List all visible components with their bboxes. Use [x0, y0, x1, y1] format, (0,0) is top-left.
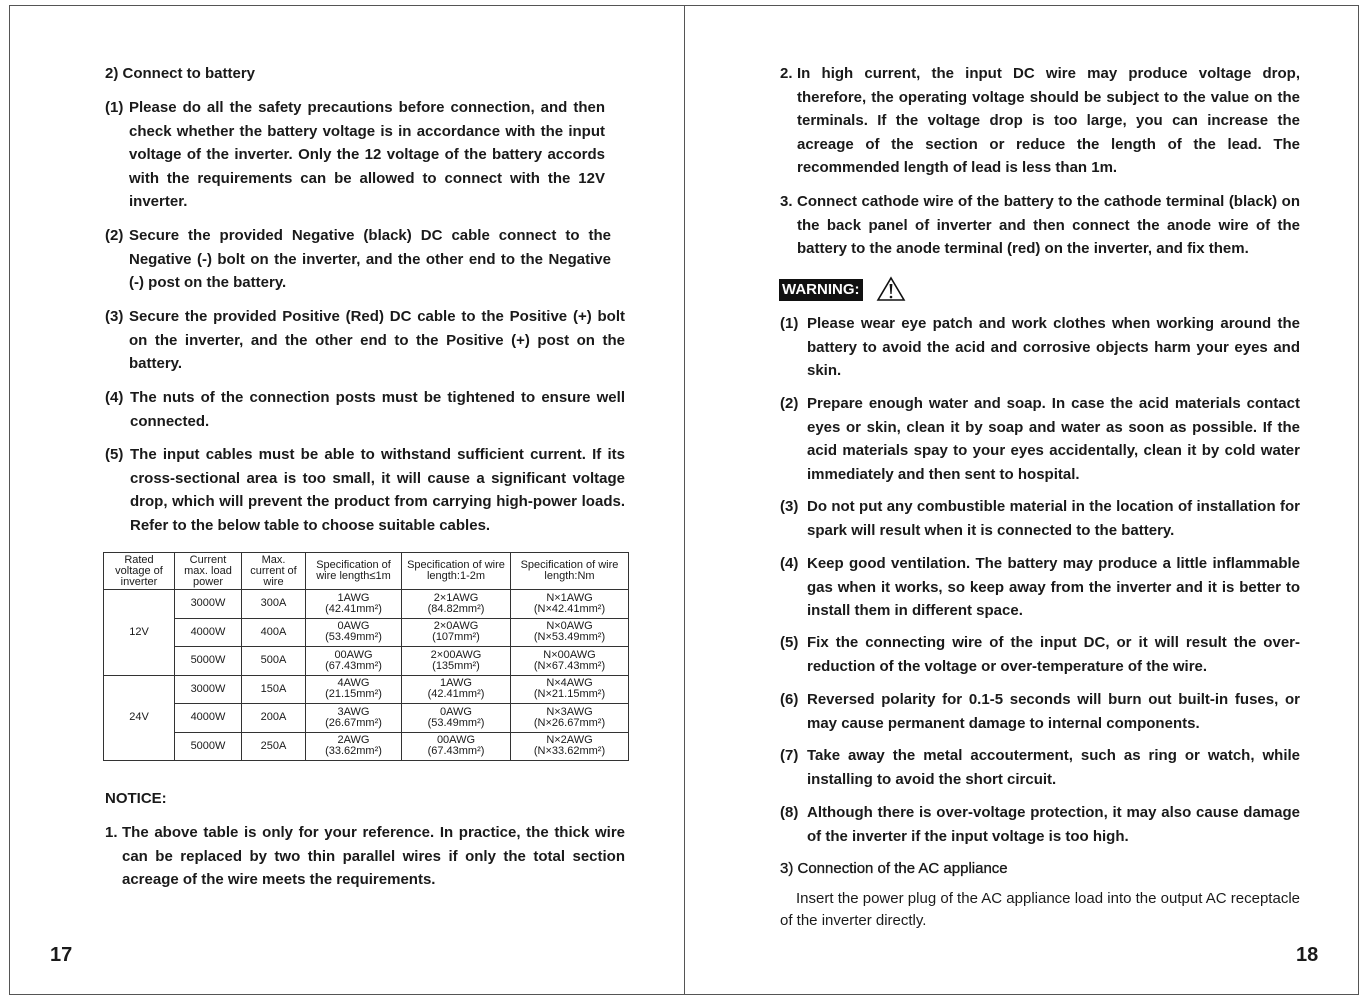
spec-cell: 4AWG (21.15mm²): [306, 675, 402, 704]
warning-item: [780, 688, 1300, 735]
list-item: [105, 305, 625, 376]
item-number: 2.: [780, 65, 793, 82]
item-text: Reversed polarity for 0.1-5 seconds will burn out built-in fuses, or may cause permanent damage to internal components.: [807, 691, 1300, 732]
power-cell: 3000W: [175, 590, 242, 619]
power-cell: 3000W: [175, 675, 242, 704]
item-number: (5): [105, 446, 124, 463]
table-row: [104, 704, 629, 733]
item-text: Secure the provided Negative (black) DC cable connect to the Negative (-) bolt on the inverter, and the other end to the Negative (-) post on the battery.: [129, 227, 611, 291]
spec-cell: 2×0AWG (107mm²): [402, 618, 511, 647]
spec-cell: N×1AWG (N×42.41mm²): [511, 590, 629, 619]
spec-cell: 0AWG (53.49mm²): [306, 618, 402, 647]
item-number: (1): [105, 99, 124, 116]
header-cell: Rated voltage of inverter: [104, 553, 175, 590]
header-cell: Specification of wire length:Nm: [511, 553, 629, 590]
item-number: (3): [105, 308, 124, 325]
current-cell: 200A: [242, 704, 306, 733]
warning-item: [780, 392, 1300, 486]
voltage-cell: 24V: [104, 675, 175, 761]
list-item: [105, 443, 625, 537]
voltage-cell: 12V: [104, 590, 175, 676]
item-number: (4): [105, 389, 124, 406]
warning-triangle-icon: [876, 276, 906, 302]
section-heading-connect-battery: 2) Connect to battery: [105, 65, 256, 82]
page-number-right: 18: [1296, 944, 1319, 966]
item-number: 1.: [105, 824, 118, 841]
current-cell: 150A: [242, 675, 306, 704]
item-number: 3.: [780, 193, 793, 210]
item-number: (5): [780, 634, 799, 651]
current-cell: 400A: [242, 618, 306, 647]
table-row: [104, 647, 629, 676]
list-item: [105, 96, 605, 214]
table-row: [104, 590, 629, 619]
power-cell: 4000W: [175, 704, 242, 733]
spec-cell: 2AWG (33.62mm²): [306, 732, 402, 761]
current-cell: 250A: [242, 732, 306, 761]
item-text: The above table is only for your reference. In practice, the thick wire can be replaced by two thin parallel wires if only the total section acreage of the wire meets the requirements.: [122, 824, 625, 888]
header-cell: Max. current of wire: [242, 553, 306, 590]
header-cell: Current max. load power: [175, 553, 242, 590]
item-text: Although there is over-voltage protection, it may also cause damage of the inverter if the input voltage is too high.: [807, 804, 1300, 845]
item-number: (3): [780, 498, 799, 515]
power-cell: 4000W: [175, 618, 242, 647]
item-text: Connect cathode wire of the battery to the cathode terminal (black) on the back panel of inverter and then connect the anode wire of the battery to the anode terminal (red) on the inverter, and fix them.: [797, 193, 1300, 257]
item-text: Do not put any combustible material in the location of installation for spark will result when it is connected to the battery.: [807, 498, 1300, 539]
item-text: The input cables must be able to withstand sufficient current. If its cross-sectional area is too small, it will cause a significant voltage drop, which will prevent the product from carrying high-power loads. Refer to the below table to choose suitable cables.: [130, 446, 625, 534]
item-number: (2): [780, 395, 799, 412]
spec-cell: 1AWG (42.41mm²): [402, 675, 511, 704]
warning-item: [780, 552, 1300, 623]
item-text: Fix the connecting wire of the input DC, or it will result the over-reduction of the voltage or over-temperature of the wire.: [807, 634, 1300, 675]
table-row: [104, 675, 629, 704]
list-item: [105, 386, 625, 433]
item-number: (4): [780, 555, 799, 572]
warning-item: [780, 312, 1300, 383]
item-text: Secure the provided Positive (Red) DC cable to the Positive (+) bolt on the inverter, and the other end to the Positive (+) post on the battery.: [129, 308, 625, 372]
list-item: [780, 190, 1300, 261]
list-item: [105, 224, 611, 295]
table-header-row: [104, 553, 629, 590]
notice-item: [105, 821, 625, 892]
warning-item: [780, 631, 1300, 678]
spec-cell: N×2AWG (N×33.62mm²): [511, 732, 629, 761]
item-text: Take away the metal accouterment, such as ring or watch, while installing to avoid the short circuit.: [807, 747, 1300, 788]
header-cell: Specification of wire length≤1m: [306, 553, 402, 590]
page-number-left: 17: [50, 944, 73, 966]
spec-cell: 1AWG (42.41mm²): [306, 590, 402, 619]
spec-cell: N×0AWG (N×53.49mm²): [511, 618, 629, 647]
warning-item: [780, 495, 1300, 542]
item-number: (7): [780, 747, 799, 764]
page-divider: [684, 5, 685, 995]
section-heading-ac-appliance: 3) Connection of the AC appliance: [780, 860, 1008, 877]
ac-connection-text: Insert the power plug of the AC appliance load into the output AC receptacle of the inverter directly.: [780, 890, 1300, 929]
item-text: Keep good ventilation. The battery may produce a little inflammable gas when it works, so keep away from the inverter and it is better to install them in different space.: [807, 555, 1300, 619]
item-number: (1): [780, 315, 799, 332]
item-text: Prepare enough water and soap. In case the acid materials contact eyes or skin, clean it by soap and water as soon as possible. If the acid materials spay to your eyes accidentally, clean it by cold water immediately and then sent to hospital.: [807, 395, 1300, 483]
notice-heading: NOTICE:: [105, 790, 167, 807]
item-number: (2): [105, 227, 124, 244]
power-cell: 5000W: [175, 647, 242, 676]
item-number: (6): [780, 691, 799, 708]
spec-cell: 2×1AWG (84.82mm²): [402, 590, 511, 619]
spec-cell: 0AWG (53.49mm²): [402, 704, 511, 733]
item-text: The nuts of the connection posts must be tightened to ensure well connected.: [130, 389, 625, 430]
spec-cell: 00AWG (67.43mm²): [402, 732, 511, 761]
item-text: Please wear eye patch and work clothes when working around the battery to avoid the acid and corrosive objects harm your eyes and skin.: [807, 315, 1300, 379]
warning-item: [780, 801, 1300, 848]
spec-cell: 3AWG (26.67mm²): [306, 704, 402, 733]
item-text: Please do all the safety precautions before connection, and then check whether the battery voltage is in accordance with the input voltage of the inverter. Only the 12 voltage of the battery accords with the requirements can be allowed to connect with the 12V inverter.: [129, 99, 605, 210]
power-cell: 5000W: [175, 732, 242, 761]
warning-item: [780, 744, 1300, 791]
spec-cell: N×4AWG (N×21.15mm²): [511, 675, 629, 704]
wire-spec-table: [103, 552, 629, 761]
item-number: (8): [780, 804, 799, 821]
spec-cell: 00AWG (67.43mm²): [306, 647, 402, 676]
table-row: [104, 618, 629, 647]
table-row: [104, 732, 629, 761]
spec-cell: N×3AWG (N×26.67mm²): [511, 704, 629, 733]
item-text: In high current, the input DC wire may produce voltage drop, therefore, the operating voltage should be subject to the value on the terminals. If the voltage drop is too large, you can increase the acreage of the section or reduce the length of the lead. The recommended length of lead is less than 1m.: [797, 65, 1300, 176]
spec-cell: 2×00AWG (135mm²): [402, 647, 511, 676]
current-cell: 300A: [242, 590, 306, 619]
list-item: [780, 62, 1300, 180]
warning-label: WARNING:: [779, 279, 863, 301]
current-cell: 500A: [242, 647, 306, 676]
spec-cell: N×00AWG (N×67.43mm²): [511, 647, 629, 676]
header-cell: Specification of wire length:1-2m: [402, 553, 511, 590]
